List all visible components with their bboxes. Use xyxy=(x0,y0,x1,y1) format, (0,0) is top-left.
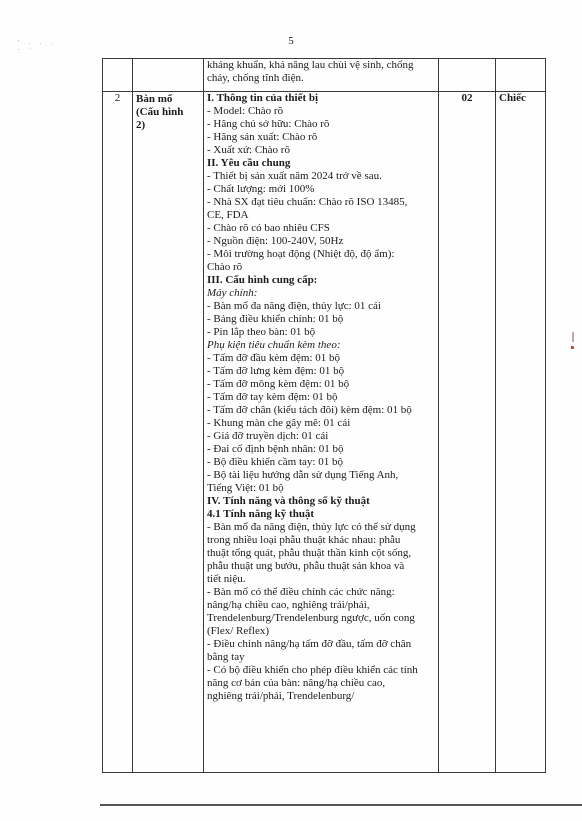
item-name-line: (Cấu hình xyxy=(136,106,184,118)
item-name-cell xyxy=(133,92,204,773)
spec-line: - Model: Chào rõ xyxy=(207,105,284,117)
item-name-line: 2) xyxy=(136,119,146,131)
spec-heading: 4.1 Tính năng kỹ thuật xyxy=(207,508,315,520)
spec-subheading: Phụ kiện tiêu chuẩn kèm theo: xyxy=(207,339,341,351)
spec-line: - Đai cố định bệnh nhân: 01 bộ xyxy=(207,443,344,455)
spec-line: - Có bộ điều khiển cho phép điều khiển các tính xyxy=(207,664,418,676)
spec-line: tiết niệu. xyxy=(207,573,246,585)
spec-line: Trendelenburg/Trendelenburg ngược, uốn cong xyxy=(207,612,415,624)
continuation-row xyxy=(103,59,546,92)
spec-line: - Bàn mổ đa năng điện, thủy lực có thể sử dụng xyxy=(207,521,416,533)
spec-subheading: Máy chính: xyxy=(207,287,258,299)
item-row xyxy=(103,92,546,773)
continuation-unit-cell xyxy=(496,59,546,92)
spec-line: - Tấm đỡ đầu kèm đệm: 01 bộ xyxy=(207,352,341,364)
spec-line: phẫu thuật ung bướu, phẫu thuật sản khoa và xyxy=(207,560,405,572)
spec-line: bằng tay xyxy=(207,651,245,663)
spec-line: - Chất lượng: mới 100% xyxy=(207,183,315,195)
spec-line: thuật tổng quát, phẫu thuật thần kinh cột sống, xyxy=(207,547,412,559)
scan-mark xyxy=(572,332,574,342)
spec-line: - Điều chỉnh nâng/hạ tấm đỡ đầu, tấm đỡ chân xyxy=(207,638,412,650)
spec-line: Chào rõ xyxy=(207,261,243,273)
spec-line: trong nhiều loại phẫu thuật khác nhau: phẫu xyxy=(207,534,401,546)
spec-line: nghiêng trái/phải, Trendelenburg/ xyxy=(207,690,355,702)
item-unit: Chiếc xyxy=(496,92,546,773)
continuation-no-cell xyxy=(103,59,133,92)
spec-line: nâng/hạ chiều cao, nghiêng trái/phải, xyxy=(207,599,370,611)
spec-line: (Flex/ Reflex) xyxy=(207,625,270,637)
spec-heading: I. Thông tin của thiết bị xyxy=(207,92,319,104)
spec-line: - Tấm đỡ chân (kiểu tách đôi) kèm đệm: 01 bộ xyxy=(207,404,412,416)
spec-line: - Tấm đỡ tay kèm đệm: 01 bộ xyxy=(207,391,338,403)
spec-line: - Khung màn che gây mê: 01 cái xyxy=(207,417,351,429)
spec-heading: II. Yêu cầu chung xyxy=(207,157,291,169)
spec-line: - Bộ tài liệu hướng dẫn sử dụng Tiếng Anh, xyxy=(207,469,399,481)
spec-heading: III. Cấu hình cung cấp: xyxy=(207,274,318,286)
spec-line: - Xuất xứ: Chào rõ xyxy=(207,144,290,156)
continuation-qty-cell xyxy=(439,59,496,92)
spec-line: - Giá đỡ truyền dịch: 01 cái xyxy=(207,430,329,442)
item-quantity: 02 xyxy=(439,92,496,773)
continuation-spec-cell xyxy=(204,59,439,92)
spec-line: - Thiết bị sản xuất năm 2024 trở về sau. xyxy=(207,170,382,182)
spec-line: CE, FDA xyxy=(207,209,249,221)
item-no: 2 xyxy=(103,92,133,773)
spec-line: - Nguồn điện: 100-240V, 50Hz xyxy=(207,235,344,247)
spec-heading: IV. Tính năng và thông số kỹ thuật xyxy=(207,495,370,507)
spec-line: - Bảng điều khiển chính: 01 bộ xyxy=(207,313,344,325)
spec-line: năng cơ bản của bàn: nâng/hạ chiều cao, xyxy=(207,677,386,689)
continuation-name-cell xyxy=(133,59,204,92)
spec-line: - Tấm đỡ mông kèm đệm: 01 bộ xyxy=(207,378,350,390)
spec-line: Tiếng Việt: 01 bộ xyxy=(207,482,284,494)
scan-mark xyxy=(571,346,574,349)
spec-line: - Bàn mổ đa năng điện, thủy lực: 01 cái xyxy=(207,300,381,312)
spec-line: - Bàn mổ có thể điều chỉnh các chức năng: xyxy=(207,586,395,598)
spec-line: - Pin lắp theo bàn: 01 bộ xyxy=(207,326,316,338)
spec-line: - Hãng chủ sở hữu: Chào rõ xyxy=(207,118,330,130)
spec-line: - Bộ điều khiển cầm tay: 01 bộ xyxy=(207,456,343,468)
spec-table xyxy=(102,58,546,773)
spec-line: - Hãng sản xuất: Chào rõ xyxy=(207,131,318,143)
page-number: 5 xyxy=(288,35,294,47)
spec-line: - Nhà SX đạt tiêu chuẩn: Chào rõ ISO 13485, xyxy=(207,196,408,208)
spec-line: cháy, chống tĩnh điện. xyxy=(207,72,304,84)
spec-line: kháng khuẩn, khả năng lau chùi vệ sinh, chống xyxy=(207,59,414,71)
spec-line: - Tấm đỡ lưng kèm đệm: 01 bộ xyxy=(207,365,345,377)
item-name-line: Bàn mổ xyxy=(136,93,173,105)
item-spec-cell xyxy=(204,92,439,773)
scan-specks: ' . . . . · xyxy=(18,40,57,52)
spec-line: - Chào rõ có bao nhiêu CFS xyxy=(207,222,330,234)
spec-line: - Môi trường hoạt động (Nhiệt độ, độ ẩm): xyxy=(207,248,395,260)
bottom-rule xyxy=(100,804,582,806)
